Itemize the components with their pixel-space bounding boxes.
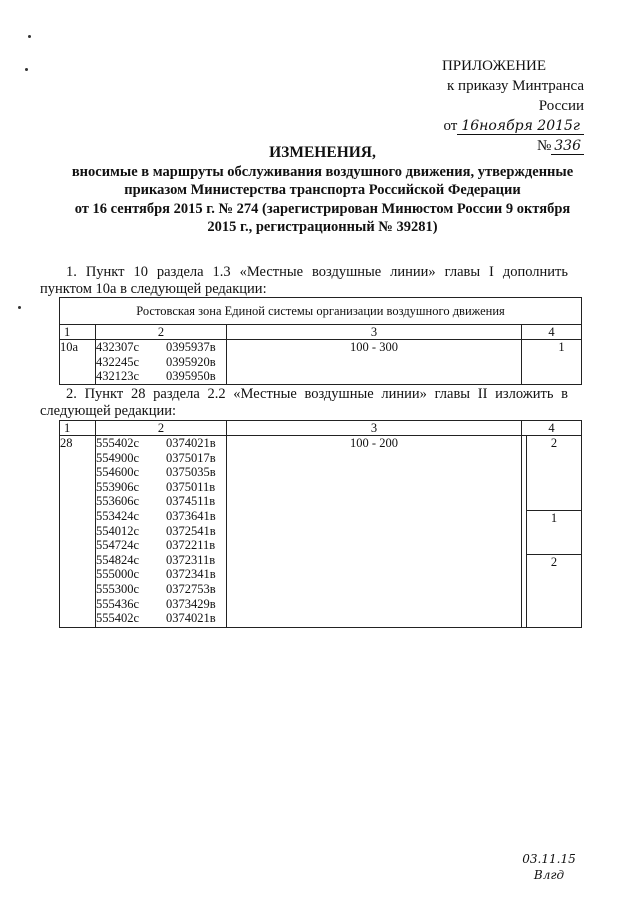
appendix-date-line: от 16ноября 2015г № 336 bbox=[404, 116, 584, 156]
column-header: 4 bbox=[522, 421, 582, 436]
direction-value: 2 bbox=[527, 555, 582, 628]
direction-value: 2 bbox=[527, 436, 582, 511]
appendix-title: ПРИЛОЖЕНИЕ bbox=[441, 58, 547, 74]
footer-initials: Влгд bbox=[533, 868, 565, 882]
column-header: 3 bbox=[227, 325, 522, 340]
route-point: 555000с 0372341в bbox=[96, 567, 216, 582]
column-header: 2 bbox=[96, 325, 227, 340]
footer-date: 03.11.15 bbox=[522, 852, 576, 866]
altitude-range: 100 - 300 bbox=[227, 340, 522, 385]
route-point: 553906с 0375011в bbox=[96, 479, 216, 494]
document-heading bbox=[50, 144, 595, 237]
route-number: 10а bbox=[60, 340, 96, 385]
route-point: 554600с 0375035в bbox=[96, 465, 216, 480]
route-point: 554012с 0372541в bbox=[96, 523, 216, 538]
heading-line: приказом Министерства транспорта Российской Федерации bbox=[124, 182, 521, 198]
margin-dot bbox=[25, 68, 28, 71]
paragraph-1: 1. Пункт 10 раздела 1.3 «Местные воздушные линии» главы I дополнить пунктом 10а в следующей редакции: bbox=[40, 264, 568, 297]
route-point: 553424с 0373641в bbox=[96, 508, 216, 523]
appendix-order-line: к приказу Минтранса России bbox=[447, 78, 584, 114]
paragraph-2: 2. Пункт 28 раздела 2.2 «Местные воздушные линии» главы II изложить в следующей редакции: bbox=[40, 386, 568, 419]
margin-dot bbox=[18, 306, 21, 309]
column-header: 4 bbox=[522, 325, 582, 340]
column-header: 1 bbox=[60, 421, 96, 436]
column-header: 3 bbox=[227, 421, 522, 436]
route-point: 554900с 0375017в bbox=[96, 450, 216, 465]
route-point: 555402с 0374021в bbox=[96, 436, 216, 450]
route-point: 553606с 0374511в bbox=[96, 494, 216, 509]
margin-dot bbox=[28, 35, 31, 38]
heading-line: от 16 сентября 2015 г. № 274 (зарегистрирован Минюстом России 9 октября bbox=[74, 200, 571, 217]
route-point: 432307с 0395937в bbox=[96, 340, 216, 354]
handwritten-number: 336 bbox=[551, 138, 584, 155]
heading-line: вносимые в маршруты обслуживания воздушного движения, утвержденные bbox=[71, 163, 574, 180]
table-1 bbox=[59, 297, 582, 385]
route-points bbox=[96, 340, 227, 385]
route-point: 554724с 0372211в bbox=[96, 538, 216, 553]
route-point: 555300с 0372753в bbox=[96, 581, 216, 596]
appendix-block bbox=[404, 56, 584, 156]
heading-line: 2015 г., регистрационный № 39281) bbox=[207, 219, 438, 235]
direction-value: 1 bbox=[527, 511, 582, 555]
route-point: 554824с 0372311в bbox=[96, 552, 216, 567]
route-points bbox=[96, 436, 227, 628]
route-point: 432245с 0395920в bbox=[96, 354, 216, 369]
column-header: 1 bbox=[60, 325, 96, 340]
table-2 bbox=[59, 420, 582, 628]
heading-main: ИЗМЕНЕНИЯ, bbox=[269, 144, 376, 161]
route-point: 432123с 0395950в bbox=[96, 369, 216, 384]
route-number: 28 bbox=[60, 436, 96, 628]
zone-header: Ростовская зона Единой системы организации воздушного движения bbox=[60, 298, 582, 325]
direction-value: 1 bbox=[522, 340, 582, 385]
altitude-range: 100 - 200 bbox=[227, 436, 522, 628]
column-header: 2 bbox=[96, 421, 227, 436]
route-point: 555436с 0373429в bbox=[96, 596, 216, 611]
route-point: 555402с 0374021в bbox=[96, 611, 216, 626]
handwritten-date: 16ноября 2015г bbox=[457, 118, 584, 135]
